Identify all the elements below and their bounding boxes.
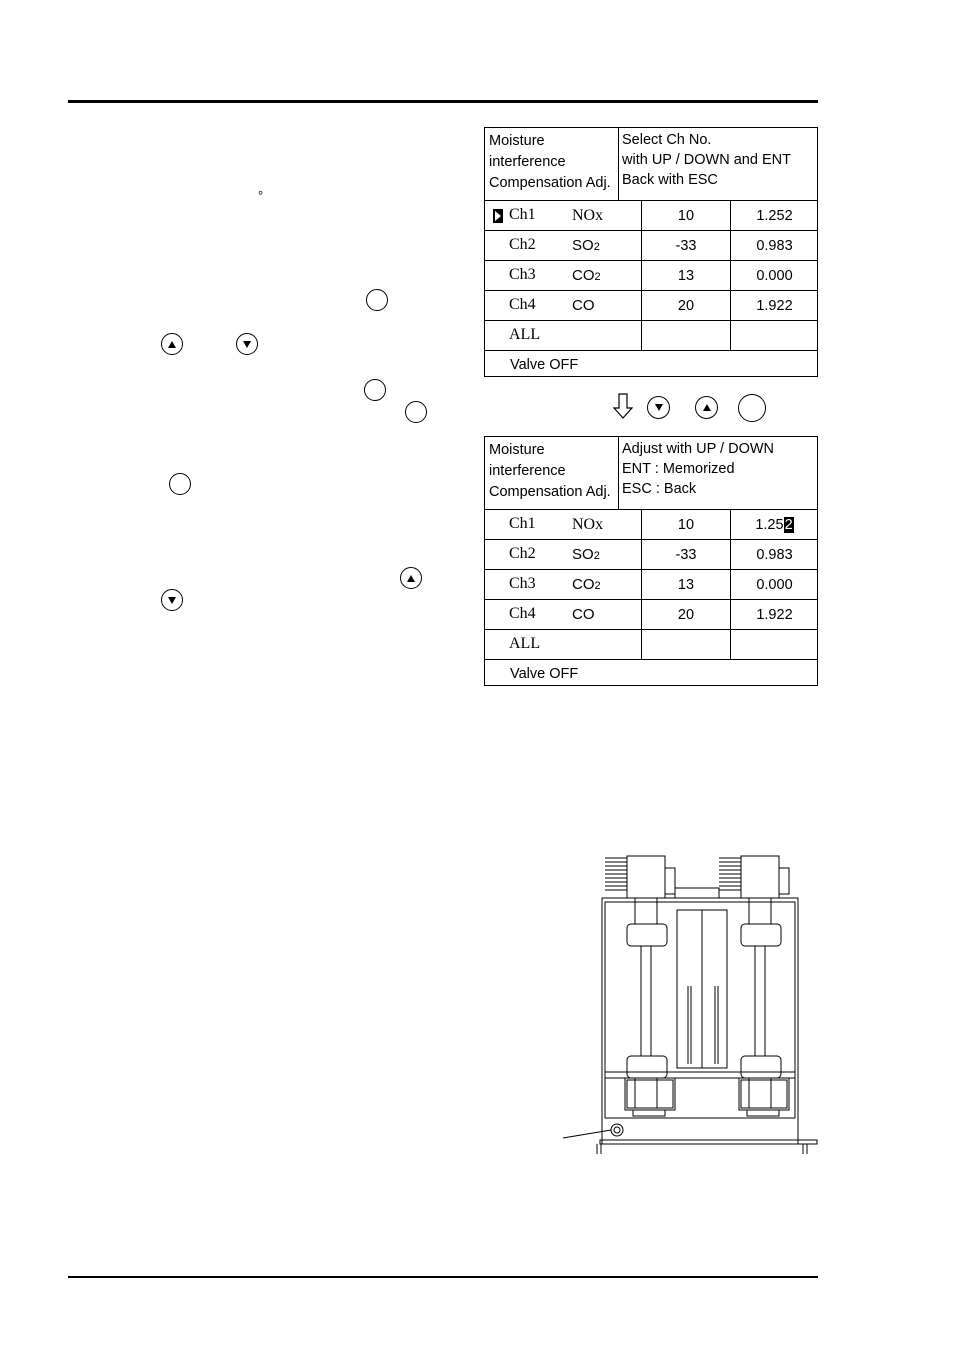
table-row xyxy=(485,201,817,231)
instruction-line: with UP / DOWN and ENT xyxy=(622,152,791,168)
value-2: 0.000 xyxy=(730,261,818,290)
instruction-line: ESC : Back xyxy=(622,481,697,497)
down-key-icon xyxy=(236,333,258,355)
title-line: Compensation Adj. xyxy=(489,175,611,191)
channel-label: Ch1 xyxy=(509,206,536,223)
blank-key-icon xyxy=(738,394,766,422)
value-1: -33 xyxy=(641,231,730,260)
instruction-line: Select Ch No. xyxy=(622,132,712,148)
lcd-instructions xyxy=(622,439,817,499)
value-2: 0.983 xyxy=(730,540,818,569)
down-arrow-icon xyxy=(613,393,633,419)
table-row xyxy=(485,600,817,630)
channel-label: Ch4 xyxy=(509,296,536,313)
valve-row xyxy=(485,351,817,380)
table-row xyxy=(485,261,817,291)
value-prefix: 1.25 xyxy=(755,517,784,533)
value-1: 10 xyxy=(641,201,730,230)
degree-symbol: ° xyxy=(258,188,264,203)
value-1: 20 xyxy=(641,600,730,629)
header-rule xyxy=(68,100,818,103)
lcd-header xyxy=(485,128,817,201)
table-row xyxy=(485,570,817,600)
value-1 xyxy=(641,630,730,659)
value-1: 10 xyxy=(641,510,730,539)
lcd-screen-adjust xyxy=(484,436,818,686)
table-row xyxy=(485,291,817,321)
value-2-editing xyxy=(730,510,818,539)
channel-label: Ch2 xyxy=(509,236,536,253)
gas-label: SO2 xyxy=(572,237,600,254)
cursor-pointer-icon xyxy=(493,209,503,223)
gas-label: NOx xyxy=(572,516,604,533)
value-1: -33 xyxy=(641,540,730,569)
blank-key-icon xyxy=(405,401,427,423)
valve-row xyxy=(485,660,817,689)
title-line: interference xyxy=(489,154,566,170)
gas-label: CO xyxy=(572,297,595,314)
down-key-icon xyxy=(647,396,670,419)
blank-key-icon xyxy=(169,473,191,495)
cooling-fins-left xyxy=(605,858,627,890)
table-row xyxy=(485,321,817,351)
header-divider xyxy=(618,437,619,509)
value-2: 1.922 xyxy=(730,600,818,629)
lcd-screen-select xyxy=(484,127,818,377)
gas-label: SO2 xyxy=(572,546,600,563)
value-1 xyxy=(641,321,730,350)
up-key-icon xyxy=(400,567,422,589)
down-key-icon xyxy=(161,589,183,611)
up-key-icon xyxy=(695,396,718,419)
instruction-line: Back with ESC xyxy=(622,172,718,188)
analyzer-unit-drawing xyxy=(555,850,825,1160)
title-line: Moisture xyxy=(489,133,545,149)
value-1: 20 xyxy=(641,291,730,320)
blank-key-icon xyxy=(366,289,388,311)
table-row xyxy=(485,231,817,261)
value-2: 1.922 xyxy=(730,291,818,320)
value-2 xyxy=(730,630,818,659)
instruction-line: ENT : Memorized xyxy=(622,461,735,477)
channel-label: ALL xyxy=(509,635,541,652)
lcd-header xyxy=(485,437,817,510)
header-divider xyxy=(618,128,619,200)
title-line: interference xyxy=(489,463,566,479)
table-row xyxy=(485,630,817,660)
lcd-title xyxy=(489,440,617,503)
value-1: 13 xyxy=(641,570,730,599)
up-key-icon xyxy=(161,333,183,355)
title-line: Moisture xyxy=(489,442,545,458)
footer-rule xyxy=(68,1276,818,1278)
channel-label: Ch1 xyxy=(509,515,536,532)
gas-label: CO2 xyxy=(572,267,601,284)
value-1: 13 xyxy=(641,261,730,290)
lcd-title xyxy=(489,131,617,194)
value-2: 0.000 xyxy=(730,570,818,599)
channel-label: ALL xyxy=(509,326,541,343)
value-2: 1.252 xyxy=(730,201,818,230)
gas-label: NOx xyxy=(572,207,604,224)
channel-label: Ch2 xyxy=(509,545,536,562)
blank-key-icon xyxy=(364,379,386,401)
gas-label: CO2 xyxy=(572,576,601,593)
value-2 xyxy=(730,321,818,350)
valve-status: Valve OFF xyxy=(510,357,579,373)
table-row xyxy=(485,540,817,570)
table-row xyxy=(485,510,817,540)
edit-cursor-digit: 2 xyxy=(784,517,793,533)
channel-label: Ch4 xyxy=(509,605,536,622)
lcd-instructions xyxy=(622,130,817,190)
instruction-line: Adjust with UP / DOWN xyxy=(622,441,775,457)
gas-label: CO xyxy=(572,606,595,623)
channel-label: Ch3 xyxy=(509,266,536,283)
title-line: Compensation Adj. xyxy=(489,484,611,500)
channel-label: Ch3 xyxy=(509,575,536,592)
value-2: 0.983 xyxy=(730,231,818,260)
valve-status: Valve OFF xyxy=(510,666,579,682)
